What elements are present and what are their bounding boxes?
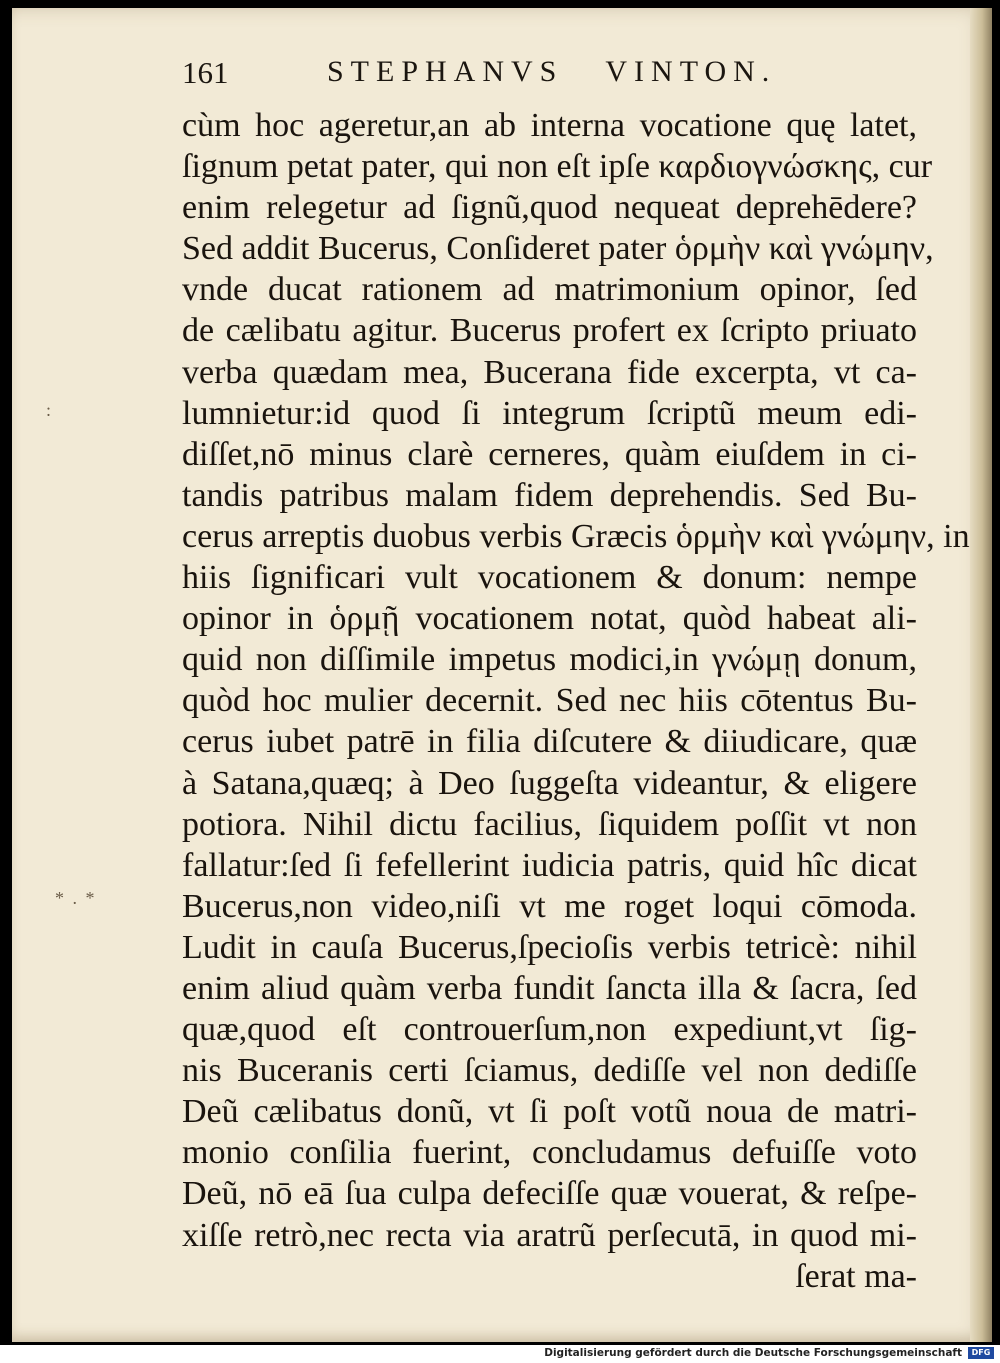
- margin-mark: * . *: [55, 888, 97, 908]
- text-line: tandis patribus malam fidem deprehendis. Sed Bu-: [182, 476, 917, 514]
- text-line: quæ,quod eſt controuerſum,non expediunt,vt ſig-: [182, 1011, 917, 1049]
- digitization-footer: [0, 1345, 1000, 1363]
- text-line: monio conſilia fuerint, concludamus defuiſſe voto: [182, 1134, 917, 1172]
- text-line: cerus iubet patrē in filia diſcutere & diiudicare, quæ: [182, 723, 917, 761]
- text-line: enim relegetur ad ſignũ,quod nequeat deprehēdere?: [182, 189, 917, 227]
- text-line: verba quædam mea, Bucerana fide excerpta, vt ca-: [182, 353, 917, 391]
- dfg-logo-icon: DFG: [968, 1347, 994, 1359]
- body-text: [182, 105, 970, 1297]
- text-line: cerus arreptis duobus verbis Græcis ὁρμὴν καὶ γνώμην, in: [182, 517, 970, 555]
- text-line: quid non diſſimile impetus modici,in γνώμῃ donum,: [182, 641, 917, 679]
- text-line: à Satana,quæq; à Deo ſuggeſta videantur, & eligere: [182, 764, 917, 802]
- running-head: [327, 55, 776, 89]
- text-line: Sed addit Bucerus, Conſideret pater ὁρμὴν καὶ γνώμην,: [182, 230, 934, 268]
- text-line: opinor in ὁρμῇ vocationem notat, quòd habeat ali-: [182, 600, 917, 638]
- text-line: xiſſe retrò,nec recta via aratrũ perſecutā, in quod mi-: [182, 1216, 917, 1254]
- text-line: Bucerus,non video,niſi vt me roget loqui cōmoda.: [182, 887, 917, 925]
- text-line: cùm hoc ageretur,an ab interna vocatione quę latet,: [182, 107, 917, 144]
- funding-credit: Digitalisierung gefördert durch die Deutsche Forschungsgemeinschaft: [544, 1347, 962, 1359]
- text-line: fallatur:ſed ſi fefellerint iudicia patris, quid hîc dicat: [182, 846, 917, 884]
- page-header: [172, 55, 912, 95]
- text-line: nis Buceranis certi ſciamus, dediſſe vel non dediſſe: [182, 1052, 917, 1090]
- running-head-word: VINTON.: [605, 55, 777, 88]
- text-line: ſignum petat pater, qui non eſt ipſe καρδιογνώσκης, cur: [182, 148, 933, 186]
- text-line: diſſet,nō minus clarè cerneres, quàm eiuſdem in ci-: [182, 435, 917, 473]
- text-line: hiis ſignificari vult vocationem & donum: nempe: [182, 559, 917, 597]
- text-line: de cælibatu agitur. Bucerus profert ex ſcripto priuato: [182, 312, 917, 350]
- page-number: 161: [182, 55, 229, 90]
- text-line: Ludit in cauſa Bucerus,ſpecioſis verbis tetricè: nihil: [182, 928, 917, 966]
- text-line: Deũ, nō eā ſua culpa defeciſſe quæ vouerat, & reſpe-: [182, 1175, 917, 1213]
- text-line: Deũ cælibatus donũ, vt ſi poſt votũ noua de matri-: [182, 1093, 917, 1131]
- text-line: enim aliud quàm verba fundit ſancta illa & ſacra, ſed: [182, 969, 917, 1007]
- page-gutter-shadow: [970, 8, 992, 1342]
- running-head-word: STEPHANVS: [327, 55, 564, 88]
- text-line: vnde ducat rationem ad matrimonium opinor, ſed: [182, 271, 917, 309]
- text-line: quòd hoc mulier decernit. Sed nec hiis cōtentus Bu-: [182, 682, 917, 720]
- text-line: potiora. Nihil dictu facilius, ſiquidem poſſit vt non: [182, 805, 917, 843]
- catchword: ſerat ma-: [795, 1257, 917, 1295]
- text-line: lumnietur:id quod ſi integrum ſcriptũ meum edi-: [182, 394, 917, 432]
- margin-mark: :: [46, 400, 54, 420]
- book-page: [12, 8, 992, 1342]
